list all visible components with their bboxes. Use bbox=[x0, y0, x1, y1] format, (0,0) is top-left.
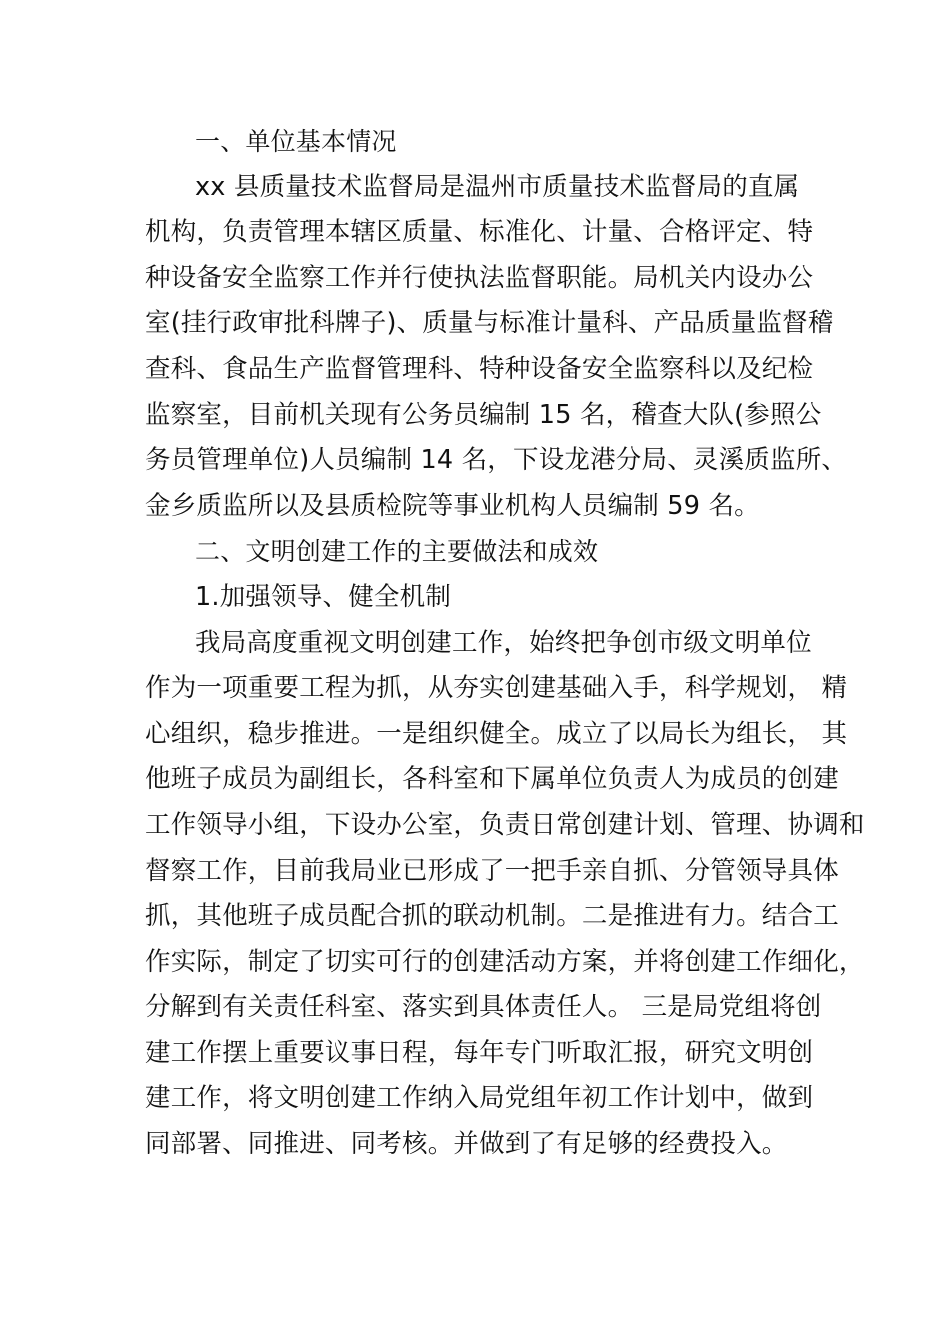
paragraph-line: 我局高度重视文明创建工作，始终把争创市级文明单位 bbox=[195, 627, 812, 658]
paragraph-line: 心组织，稳步推进。一是组织健全。成立了以局长为组长， 其 bbox=[145, 718, 848, 749]
paragraph-line: 作为一项重要工程为抓，从夯实创建基础入手，科学规划， 精 bbox=[145, 673, 848, 704]
paragraph-line: 机构，负责管理本辖区质量、标准化、计量、合格评定、特 bbox=[145, 217, 814, 248]
paragraph-line: 作实际，制定了切实可行的创建活动方案，并将创建工作细化， bbox=[145, 946, 865, 977]
paragraph-line: 同部署、同推进、同考核。并做到了有足够的经费投入。 bbox=[145, 1129, 788, 1160]
paragraph-line: 分解到有关责任科室、落实到具体责任人。 三是局党组将创 bbox=[145, 992, 822, 1023]
paragraph-line: 查科、食品生产监督管理科、特种设备安全监察科以及纪检 bbox=[145, 353, 814, 384]
section-heading: 一、单位基本情况 bbox=[195, 127, 397, 156]
paragraph-line: 种设备安全监察工作并行使执法监督职能。局机关内设办公 bbox=[145, 262, 814, 293]
paragraph-line: 抓，其他班子成员配合抓的联动机制。二是推进有力。结合工 bbox=[145, 901, 839, 932]
paragraph-line: 建工作摆上重要议事日程，每年专门听取汇报，研究文明创 bbox=[145, 1037, 814, 1068]
paragraph-line: 室(挂行政审批科牌子)、质量与标准计量科、产品质量监督稽 bbox=[145, 308, 834, 339]
paragraph-line: 务员管理单位)人员编制 14 名，下设龙港分局、灵溪质监所、 bbox=[145, 445, 848, 476]
document-body bbox=[145, 119, 865, 1168]
paragraph-line: 建工作，将文明创建工作纳入局党组年初工作计划中，做到 bbox=[145, 1083, 814, 1114]
paragraph-line: 工作领导小组，下设办公室，负责日常创建计划、管理、协调和 bbox=[145, 809, 865, 840]
paragraph-line: 他班子成员为副组长，各科室和下属单位负责人为成员的创建 bbox=[145, 764, 839, 795]
section-heading: 二、文明创建工作的主要做法和成效 bbox=[195, 537, 599, 567]
paragraph-line: 监察室，目前机关现有公务员编制 15 名，稽查大队(参照公 bbox=[145, 399, 822, 430]
paragraph-line: 督察工作，目前我局业已形成了一把手亲自抓、分管领导具体 bbox=[145, 855, 839, 886]
paragraph-line: xx 县质量技术监督局是温州市质量技术监督局的直属 bbox=[195, 171, 800, 202]
subsection-heading: 1.加强领导、健全机制 bbox=[195, 581, 452, 612]
paragraph-line: 金乡质监所以及县质检院等事业机构人员编制 59 名。 bbox=[145, 490, 760, 521]
